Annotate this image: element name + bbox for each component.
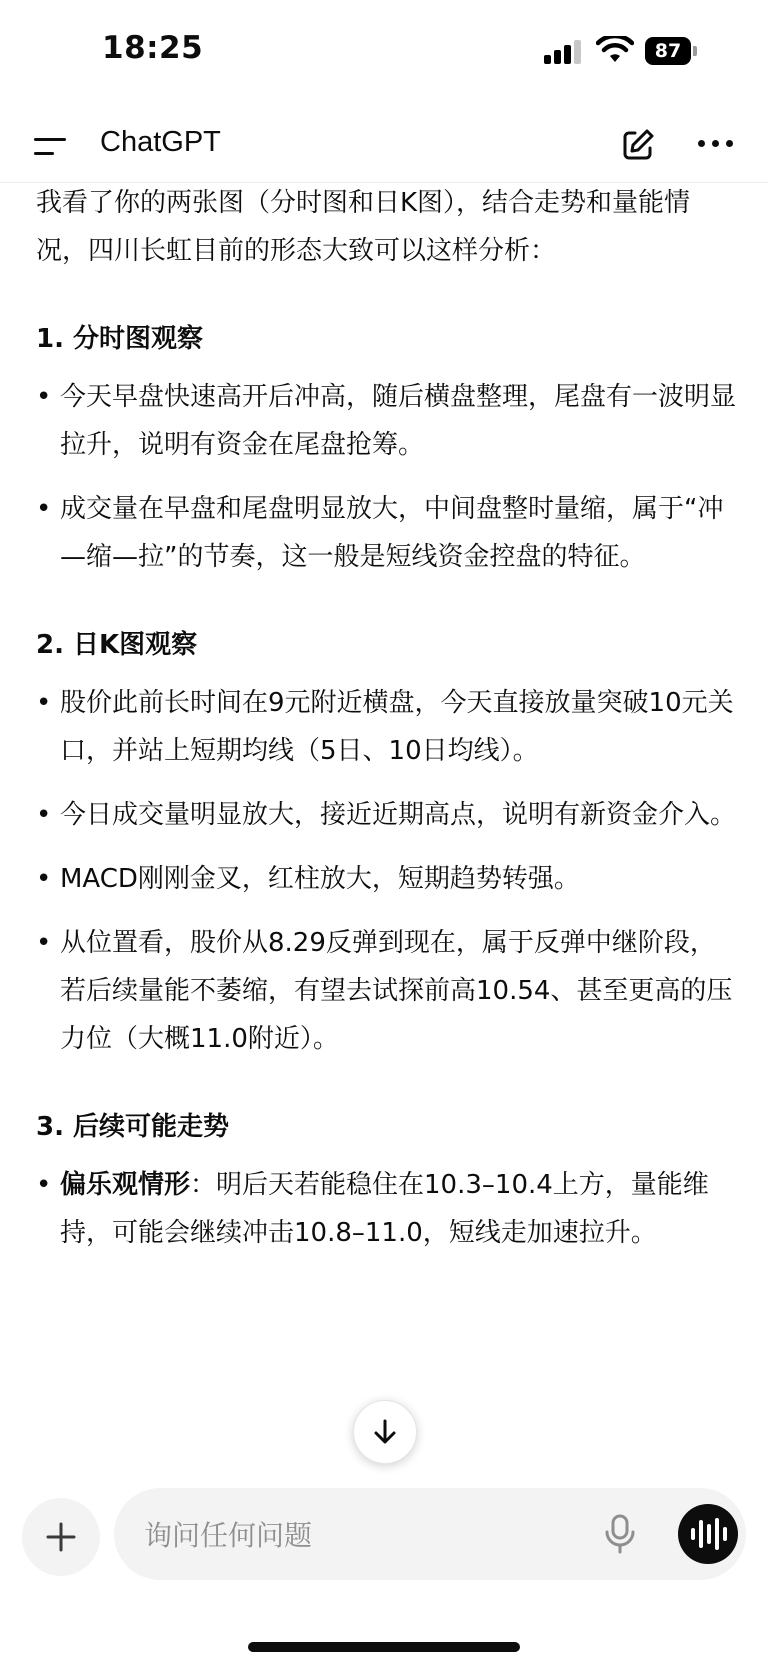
bullet-list [36, 373, 736, 581]
bullet-lead: 偏乐观情形 [60, 1170, 191, 1200]
status-bar [0, 0, 768, 100]
bullet-text: ：明后天若能稳住在10.3–10.4上方，量能维持，可能会继续冲击10.8–11.0，短线走加速拉升。 [60, 1170, 709, 1248]
more-icon[interactable] [698, 140, 734, 150]
home-indicator [248, 1642, 520, 1652]
section-title: 2. 日K图观察 [36, 630, 198, 660]
menu-icon[interactable] [34, 132, 68, 160]
list-item: • MACD刚刚金叉，红柱放大，短期趋势转强。 [36, 855, 736, 903]
arrow-down-icon [371, 1418, 399, 1446]
scroll-down-button[interactable] [353, 1400, 417, 1464]
message-intro: 我看了你的两张图（分时图和日K图），结合走势和量能情况，四川长虹目前的形态大致可以这样分析： [36, 188, 691, 266]
bullet-list [36, 1161, 736, 1257]
plus-icon [46, 1522, 76, 1552]
new-chat-icon[interactable] [620, 127, 656, 163]
composer [114, 1488, 746, 1580]
assistant-message [36, 182, 736, 1457]
bullet-list [36, 679, 736, 1063]
app-title: ChatGPT [100, 126, 221, 158]
list-item: • 今天早盘快速高开后冲高，随后横盘整理，尾盘有一波明显拉升，说明有资金在尾盘抢筹。 [36, 373, 736, 469]
section-title: 1. 分时图观察 [36, 324, 204, 354]
list-item: • 今日成交量明显放大，接近近期高点，说明有新资金介入。 [36, 791, 736, 839]
battery-level: 87 [645, 37, 691, 65]
chat-input[interactable] [142, 1506, 566, 1564]
status-time: 18:25 [102, 30, 204, 66]
list-item: • 股价此前长时间在9元附近横盘，今天直接放量突破10元关口，并站上短期均线（5日、10日均线）。 [36, 679, 736, 775]
section-title: 3. 后续可能走势 [36, 1112, 230, 1142]
voice-mode-button[interactable] [678, 1504, 738, 1564]
cellular-signal-icon [544, 40, 584, 64]
list-item: • 从位置看，股价从8.29反弹到现在，属于反弹中继阶段，若后续量能不萎缩，有望去试探前高10.54、甚至更高的压力位（大概11.0附近）。 [36, 919, 736, 1063]
list-item: • 成交量在早盘和尾盘明显放大，中间盘整时量缩，属于“冲—缩—拉”的节奏，这一般是短线资金控盘的特征。 [36, 485, 736, 581]
wifi-icon [596, 36, 634, 64]
battery-icon [645, 37, 697, 65]
mic-icon[interactable] [604, 1514, 636, 1554]
app-header [0, 110, 768, 182]
add-attachment-button[interactable] [22, 1498, 100, 1576]
list-item [36, 1161, 736, 1257]
